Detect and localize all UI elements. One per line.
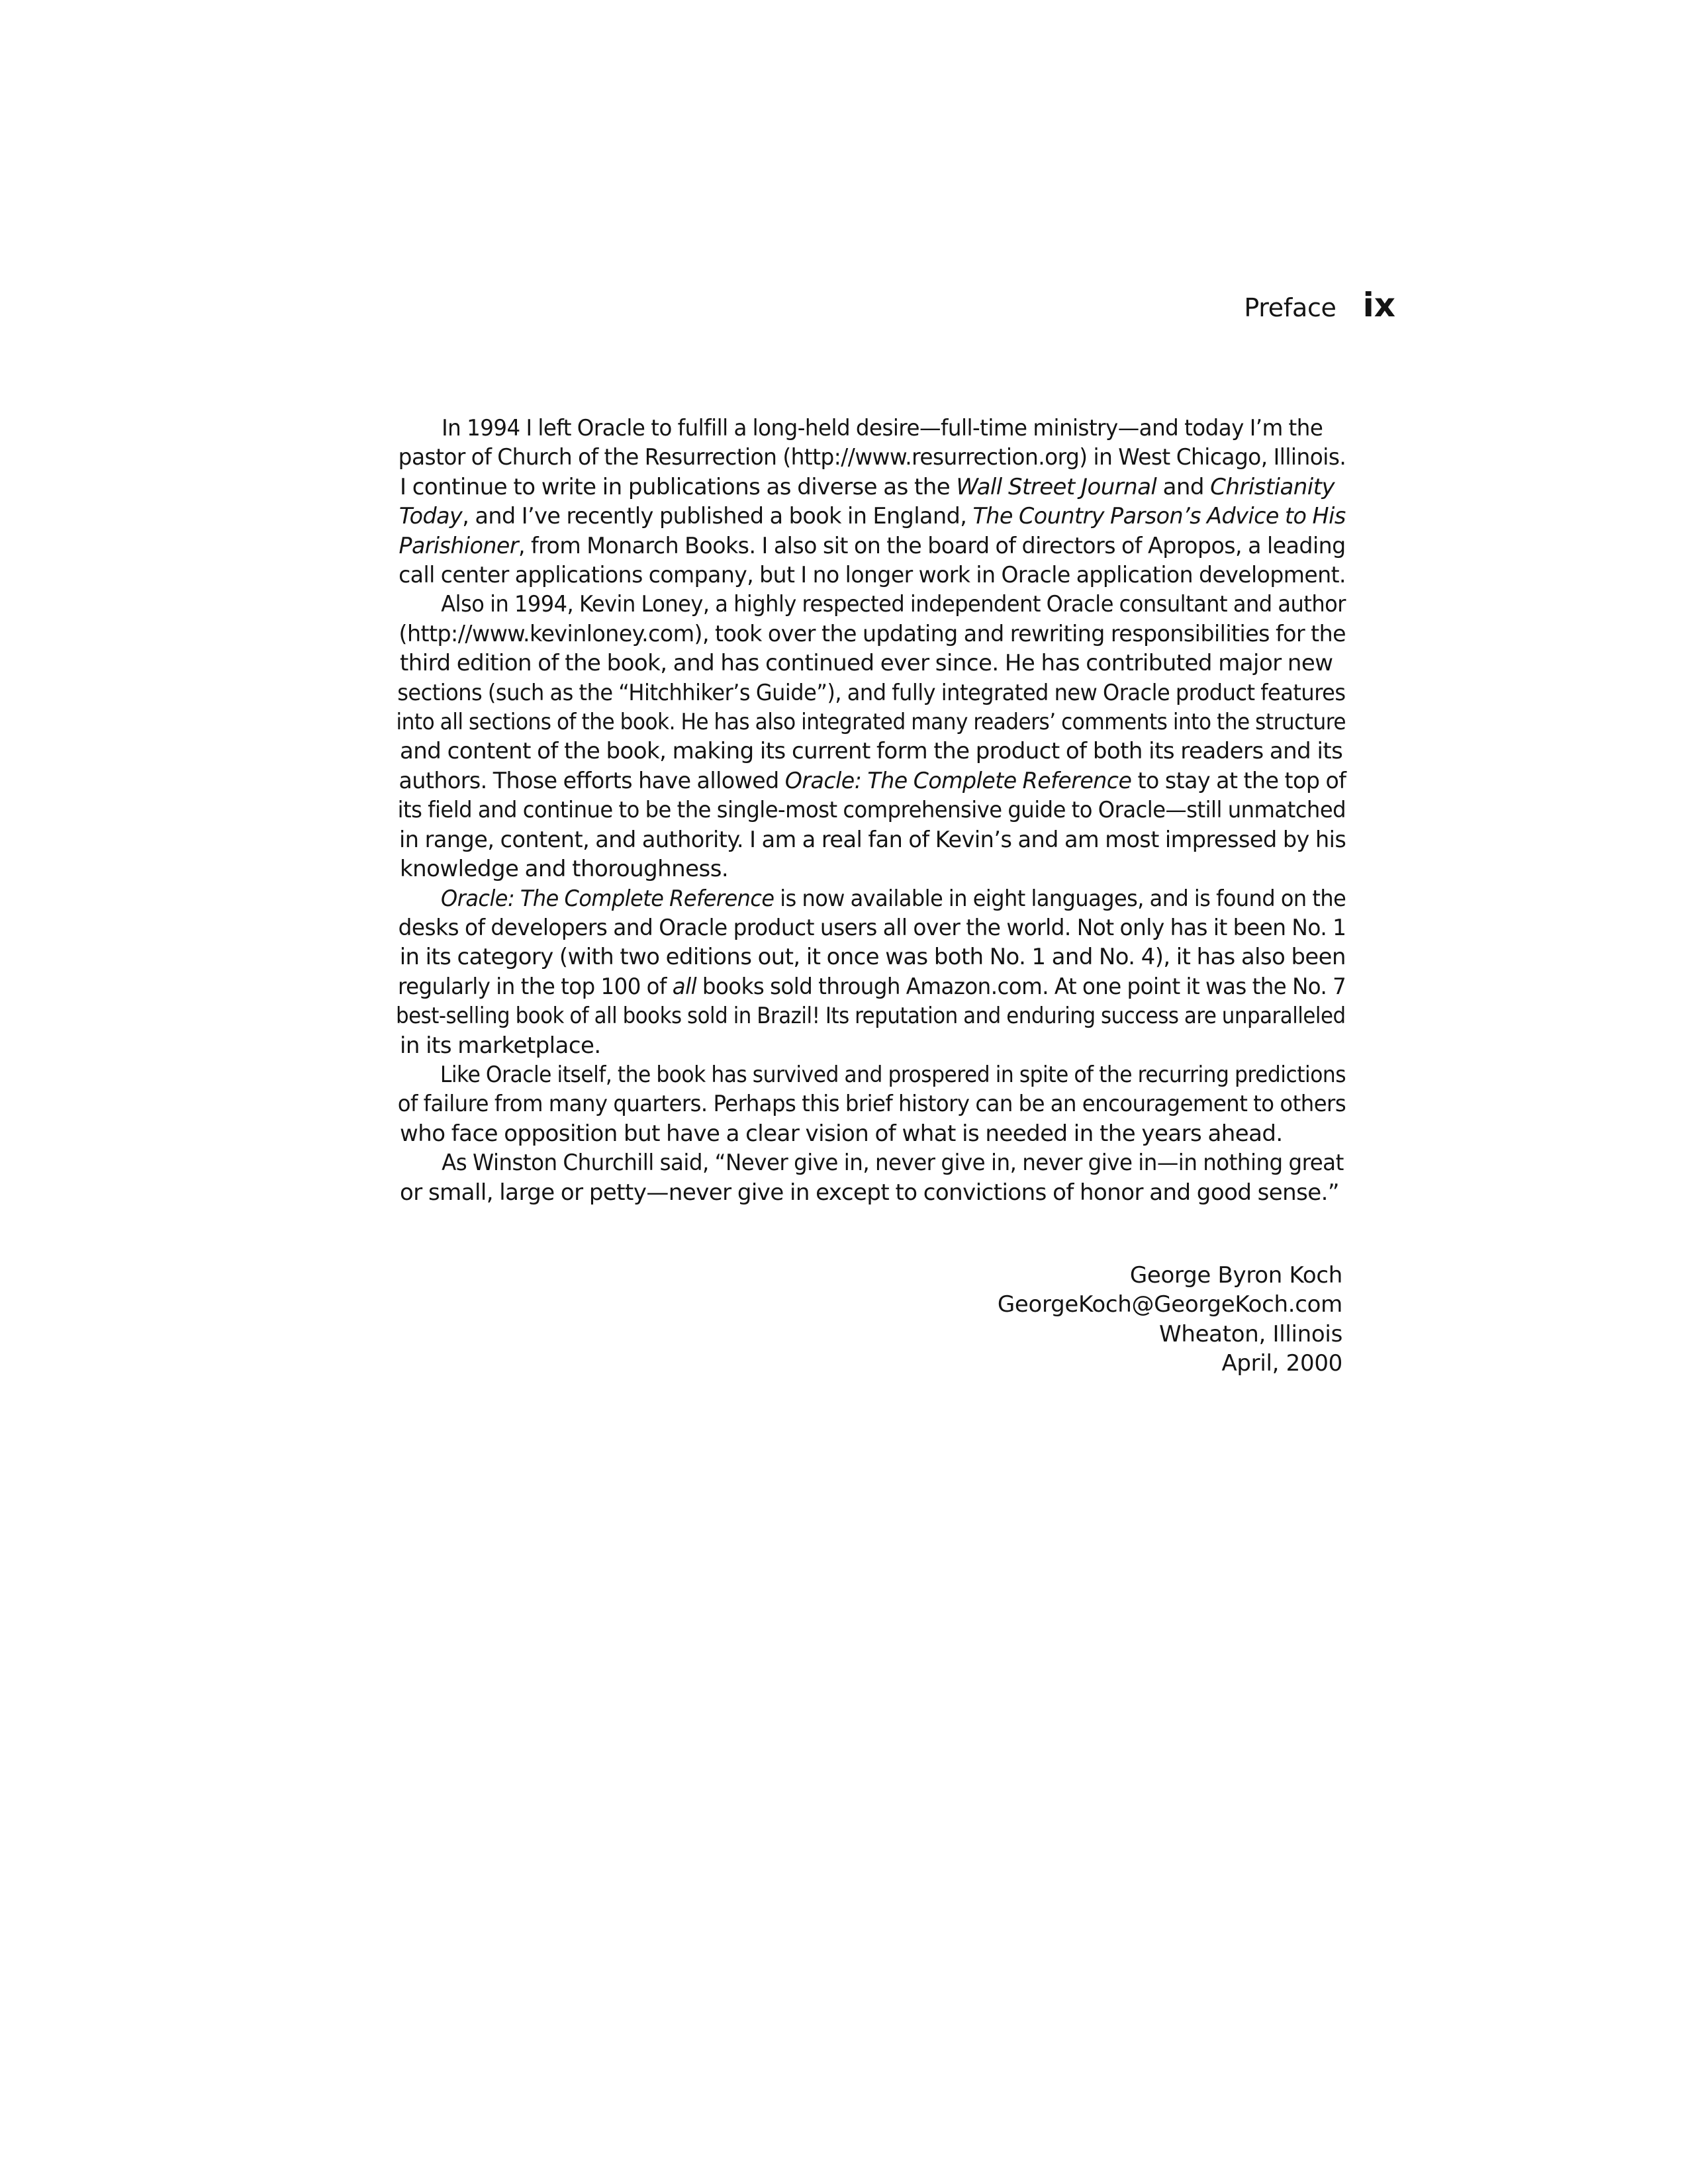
text-line: Also in 1994, Kevin Loney, a highly respected independent Oracle consultant and author	[441, 591, 1346, 618]
page-number: ix	[1362, 286, 1395, 324]
running-head	[993, 286, 1395, 326]
text-line: its field and continue to be the single-most comprehensive guide to Oracle—still unmatched	[397, 797, 1346, 824]
paragraph	[356, 1148, 1346, 1207]
text-line: (http://www.kevinloney.com), took over the updating and rewriting responsibilities for the	[399, 620, 1346, 647]
text-line: In 1994 I left Oracle to fulfill a long-held desire—full-time ministry—and today I’m the	[442, 415, 1323, 441]
paragraph	[356, 1060, 1346, 1148]
text-line: third edition of the book, and has continued ever since. He has contributed major new	[400, 650, 1333, 677]
text-line: knowledge and thoroughness.	[400, 856, 729, 883]
signature-block	[927, 1261, 1342, 1379]
preface-body	[356, 414, 1346, 1207]
text-line: Parishioner, from Monarch Books. I also sit on the board of directors of Apropos, a leading	[399, 532, 1346, 559]
text-line: in its category (with two editions out, it once was both No. 1 and No. 4), it has also been	[399, 944, 1346, 971]
text-line: Like Oracle itself, the book has survived and prospered in spite of the recurring predictions	[440, 1061, 1346, 1088]
signature-location: Wheaton, Illinois	[1159, 1320, 1342, 1347]
text-line: or small, large or petty—never give in except to convictions of honor and good sense.”	[400, 1179, 1339, 1206]
signature-email: GeorgeKoch@GeorgeKoch.com	[997, 1291, 1342, 1318]
text-line: Today, and I’ve recently published a book in England, The Country Parson’s Advice to His	[399, 503, 1346, 530]
paragraph	[356, 414, 1346, 590]
text-line: best-selling book of all books sold in Brazil! Its reputation and enduring success are unparalleled	[396, 1003, 1346, 1030]
signature-date: April, 2000	[1221, 1350, 1342, 1377]
text-line: I continue to write in publications as diverse as the Wall Street Journal and Christianity	[400, 473, 1335, 500]
paragraph	[356, 590, 1346, 884]
text-line: and content of the book, making its current form the product of both its readers and its	[400, 738, 1343, 765]
text-line: sections (such as the “Hitchhiker’s Guide”), and fully integrated new Oracle product features	[397, 679, 1346, 706]
text-line: authors. Those efforts have allowed Oracle: The Complete Reference to stay at the top of	[399, 767, 1346, 794]
text-line: Oracle: The Complete Reference is now available in eight languages, and is found on the	[441, 885, 1346, 912]
text-line: call center applications company, but I no longer work in Oracle application development.	[399, 562, 1346, 589]
text-line: of failure from many quarters. Perhaps this brief history can be an encouragement to others	[397, 1091, 1346, 1118]
text-line: regularly in the top 100 of all books sold through Amazon.com. At one point it was the No. 7	[397, 973, 1346, 1000]
text-line: in range, content, and authority. I am a real fan of Kevin’s and am most impressed by his	[399, 826, 1346, 853]
text-line: pastor of Church of the Resurrection (http://www.resurrection.org) in West Chicago, Illinois.	[398, 444, 1346, 471]
text-line: desks of developers and Oracle product users all over the world. Not only has it been No. 1	[398, 914, 1346, 941]
text-line: into all sections of the book. He has also integrated many readers’ comments into the structure	[396, 709, 1346, 736]
signature-name: George Byron Koch	[1129, 1262, 1342, 1289]
text-line: in its marketplace.	[400, 1032, 601, 1059]
paragraph	[356, 884, 1346, 1060]
text-line: As Winston Churchill said, “Never give in, never give in, never give in—in nothing great	[442, 1150, 1344, 1177]
text-line: who face opposition but have a clear vision of what is needed in the years ahead.	[400, 1120, 1283, 1147]
running-head-title: Preface	[1244, 293, 1336, 322]
